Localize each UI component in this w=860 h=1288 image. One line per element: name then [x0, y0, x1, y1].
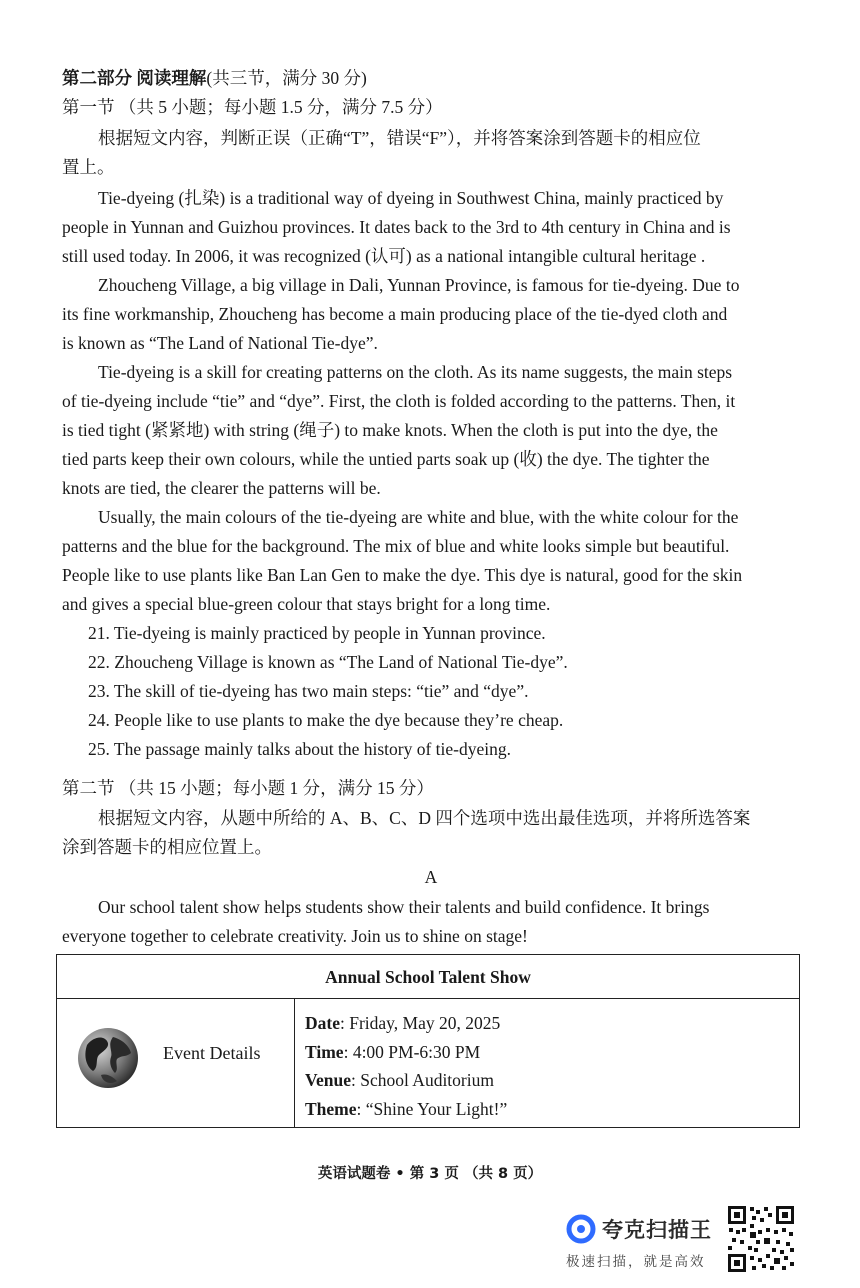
- detail-value: : “Shine Your Light!”: [356, 1098, 508, 1119]
- passage-a-intro-line1: Our school talent show helps students show their talents and build confidence. It brings: [98, 897, 710, 917]
- detail-value: : School Auditorium: [351, 1070, 494, 1090]
- qr-code-icon: [726, 1204, 796, 1274]
- part-title: [62, 64, 800, 93]
- question-21: 21. Tie-dyeing is mainly practiced by people in Yunnan province.: [88, 623, 546, 643]
- passage-p3-line4: tied parts keep their own colours, while the untied parts soak up (收) the dye. The tighter the: [62, 449, 710, 469]
- table-header: Annual School Talent Show: [57, 955, 799, 999]
- passage-a-intro-line2: everyone together to celebrate creativity. Join us to shine on stage!: [62, 926, 528, 946]
- question-24: 24. People like to use plants to make the dye because they’re cheap.: [88, 710, 564, 730]
- section1-title: 第一节 （共 5 小题；每小题 1.5 分，满分 7.5 分）: [62, 97, 443, 117]
- detail-row-time: [305, 1038, 799, 1067]
- part-title-note: (共三节，满分 30 分): [206, 68, 367, 88]
- passage-p2-line2: its fine workmanship, Zhoucheng has become a main producing place of the tie-dyed cloth and: [62, 304, 728, 324]
- scanner-watermark: [566, 1210, 726, 1270]
- passage-p4-line2: patterns and the blue for the background. The mix of blue and white looks simple but beautiful.: [62, 536, 730, 556]
- quark-logo-icon: [566, 1214, 596, 1244]
- detail-row-theme: [305, 1095, 799, 1124]
- page-footer: 英语试题卷 • 第 3 页 （共 8 页）: [317, 1166, 543, 1182]
- detail-key: Theme: [305, 1098, 357, 1119]
- passage-p1-line3: still used today. In 2006, it was recognized (认可) as a national intangible cultural heritage .: [62, 246, 706, 266]
- table-left-cell: [57, 999, 295, 1127]
- question-25: 25. The passage mainly talks about the history of tie-dyeing.: [88, 739, 511, 759]
- event-table: [56, 954, 800, 1128]
- detail-key: Date: [305, 1013, 340, 1033]
- event-details-label: Event Details: [163, 1043, 261, 1063]
- question-22: 22. Zhoucheng Village is known as “The Land of National Tie-dye”.: [88, 652, 568, 672]
- section2-title: 第二节 （共 15 小题；每小题 1 分，满分 15 分）: [62, 778, 434, 798]
- passage-p4-line3: People like to use plants like Ban Lan Gen to make the dye. This dye is natural, good for the skin: [62, 565, 743, 585]
- passage-a-label: A: [424, 867, 438, 887]
- passage-p4-line4: and gives a special blue-green colour that stays bright for a long time.: [62, 594, 551, 614]
- scanner-slogan: 极速扫描，就是高效: [566, 1254, 706, 1270]
- question-23: 23. The skill of tie-dyeing has two main steps: “tie” and “dye”.: [88, 681, 529, 701]
- passage-p3-line3: is tied tight (紧紧地) with string (绳子) to make knots. When the cloth is put into the dye, the: [62, 420, 718, 440]
- detail-value: : 4:00 PM-6:30 PM: [343, 1041, 481, 1062]
- passage-p2-line1: Zhoucheng Village, a big village in Dali, Yunnan Province, is famous for tie-dyeing. Due to: [98, 275, 740, 295]
- passage-p2-line3: is known as “The Land of National Tie-dye”.: [62, 333, 378, 353]
- passage-p3-line5: knots are tied, the clearer the patterns will be.: [62, 478, 381, 498]
- passage-p1-line2: people in Yunnan and Guizhou provinces. It dates back to the 3rd to 4th century in China and is: [62, 217, 731, 237]
- detail-row-venue: [305, 1066, 799, 1095]
- detail-row-date: [305, 1009, 799, 1038]
- section2-instruction-line2: 涂到答题卡的相应位置上。: [62, 837, 272, 857]
- part-title-main: 第二部分 阅读理解: [62, 68, 207, 88]
- detail-key: Venue: [305, 1070, 352, 1090]
- passage-p4-line1: Usually, the main colours of the tie-dyeing are white and blue, with the white colour for the: [98, 507, 739, 527]
- passage-p1-line1: Tie-dyeing (扎染) is a traditional way of dyeing in Southwest China, mainly practiced by: [98, 188, 724, 208]
- globe-icon: [77, 1027, 139, 1089]
- passage-p3-line1: Tie-dyeing is a skill for creating patterns on the cloth. As its name suggests, the main steps: [98, 362, 733, 382]
- section1-instruction-line2: 置上。: [62, 157, 115, 177]
- section1-instruction-line1: 根据短文内容，判断正误（正确“T”，错误“F”），并将答案涂到答题卡的相应位: [98, 128, 701, 148]
- table-right-cell: [295, 999, 799, 1127]
- detail-value: : Friday, May 20, 2025: [339, 1013, 501, 1033]
- section2-instruction-line1: 根据短文内容，从题中所给的 A、B、C、D 四个选项中选出最佳选项，并将所选答案: [98, 808, 751, 828]
- passage-p3-line2: of tie-dyeing include “tie” and “dye”. First, the cloth is folded according to the patterns. Then, it: [62, 391, 736, 411]
- scanner-brand-name: 夸克扫描王: [602, 1218, 712, 1242]
- detail-key: Time: [305, 1041, 344, 1062]
